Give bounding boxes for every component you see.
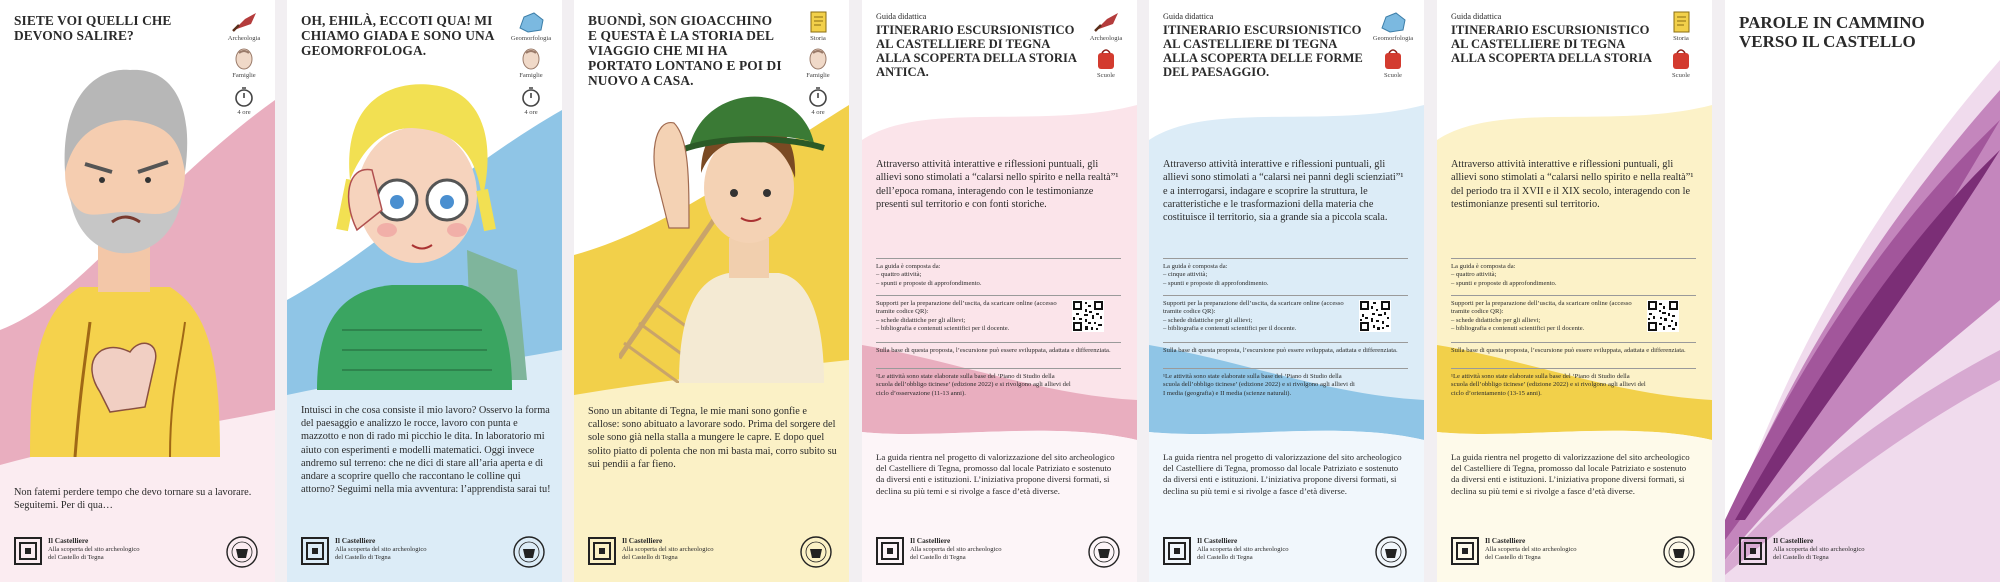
footer-line2: del Castello di Tegna [335,554,391,562]
footer-line1: Alla scoperta del sito archeologico [48,545,140,553]
footer [876,536,1126,570]
tag-scuole: Scuole [1370,47,1416,80]
guide-adaptation: Sulla base di questa proposta, l’escursione può essere sviluppata, adattata e differenziata. [1163,347,1398,354]
family-icon [229,47,259,71]
footnote: ¹Le attività sono state elaborate sulla base del ‘Piano di Studio della scuola dell’obbligo ticinese’ (edizione 2022) e si rivolgono agli allievi di I media (geografia) e II media (scienze naturali). [1163,373,1355,397]
castelliere-logo-icon [14,537,42,565]
footer-line2: del Castello di Tegna [1485,554,1541,562]
tag-durata: 4 ore [795,84,841,117]
tag-geomorfologia: Geomorfologia [1370,10,1416,43]
footer [1451,536,1701,570]
patriziato-seal-icon [226,536,258,568]
project-description: La guida rientra nel progetto di valorizzazione del sito archeologico del Castelliere di Tegna, promosso dal locale Patriziato e sostenuto da diversi enti e istituzioni. L’iniziativa propone diversi formati, si declina su più temi e si rivolge a fasce d’età diverse. [876,452,1115,496]
family-icon [803,47,833,71]
footer-name: Il Castelliere [48,536,89,545]
tag-archeologia: Archeologia [221,10,267,43]
footer [1739,536,1989,570]
tag-column [508,10,554,121]
tag-storia: Storia [1658,10,1704,43]
castelliere-logo-icon [1451,537,1479,565]
tag-durata: 4 ore [221,84,267,117]
panel-kicker: Guida didattica [1451,12,1502,21]
panel-title: OH, EHILÀ, ECCOTI QUA! MI CHIAMO GIADA E SONO UNA GEOMORFOLOGA. [301,13,494,58]
patriziato-seal-icon [1088,536,1120,568]
footer-line2: del Castello di Tegna [48,554,104,562]
panel-guida-archeologia [862,0,1137,582]
panel-title: BUONDÌ, SON GIOACCHINO E QUESTA È LA STORIA DEL VIAGGIO CHE MI HA PORTATO LONTANO E POI DI NUOVO A CASA. [588,13,782,88]
guide-support: Supporti per la preparazione dell’uscita, da scaricare online (accesso tramite codice QR): – schede didattiche per gli allievi; – bibliografia e contenuti scientifici per il docente. [1451,300,1632,333]
guide-composition: La guida è composta da: – quattro attività; – spunti e proposte di approfondimento. [876,263,982,287]
cover-title: PAROLE IN CAMMINO VERSO IL CASTELLO [1739,13,1925,51]
panel-guida-geomorfologia [1149,0,1424,582]
cover-wave-graphic [1725,0,2000,582]
tag-column [1370,10,1416,84]
castelliere-logo-icon [876,537,904,565]
footer-name: Il Castelliere [1485,536,1526,545]
panel-guida-storia [1437,0,1712,582]
tag-column [1658,10,1704,84]
footer-line1: Alla scoperta del sito archeologico [910,545,1002,553]
panel-geomorfologia-famiglie [287,0,562,582]
footer-line1: Alla scoperta del sito archeologico [1485,545,1577,553]
footer-line2: del Castello di Tegna [1773,554,1829,562]
rock-icon [1378,10,1408,34]
guide-composition: La guida è composta da: – cinque attività; – spunti e proposte di approfondimento. [1163,263,1269,287]
patriziato-seal-icon [1375,536,1407,568]
stopwatch-icon [516,84,546,108]
farmer-illustration [619,78,829,383]
stopwatch-icon [229,84,259,108]
trowel-icon [1091,10,1121,34]
panel-title: ITINERARIO ESCURSIONISTICO AL CASTELLIERE DI TEGNA ALLA SCOPERTA DELLE FORME DEL PAESAGGIO. [1163,23,1363,79]
footer-name: Il Castelliere [335,536,376,545]
footer [1163,536,1413,570]
castelliere-logo-icon [588,537,616,565]
footer-line1: Alla scoperta del sito archeologico [1197,545,1289,553]
footer-line1: Alla scoperta del sito archeologico [622,545,714,553]
tag-column [795,10,841,121]
tag-scuole: Scuole [1658,47,1704,80]
panel-story: Intuisci in che cosa consiste il mio lavoro? Osservo la forma del paesaggio e analizzo le rocce, lavoro con punta e mazzotto e non di rado mi picchio le dita. In laboratorio mi aiuto con esperimenti e modelli matematici. Oggi invece andremo sul terreno: che ne dici di stare all’aria aperta e di andare a scoprire quello che raccontano le colline qui attorno? Seguimi nella mia avventura: l’apprendista sarai tu! [301,405,551,496]
tag-famiglie: Famiglie [221,47,267,80]
guide-composition: La guida è composta da: – quattro attività; – spunti e proposte di approfondimento. [1451,263,1557,287]
footer-line2: del Castello di Tegna [1197,554,1253,562]
qr-code[interactable] [1647,300,1679,332]
qr-code[interactable] [1072,300,1104,332]
panel-kicker: Guida didattica [1163,12,1214,21]
patriziato-seal-icon [1663,536,1695,568]
tag-durata: 4 ore [508,84,554,117]
geologist-illustration [302,80,532,400]
footer-name: Il Castelliere [910,536,951,545]
footer-line2: del Castello di Tegna [622,554,678,562]
panel-title: ITINERARIO ESCURSIONISTICO AL CASTELLIERE DI TEGNA ALLA SCOPERTA DELLA STORIA ANTICA. [876,23,1077,79]
castelliere-logo-icon [301,537,329,565]
panel-intro: Attraverso attività interattive e riflessioni puntuali, gli allievi sono stimolati a “calarsi nei panni degli scienziati”¹ e a interrogarsi, indagare e scoprire la struttura, le caratteristiche e le trasformazioni della materia che costituisce il territorio, sia a grande sia a piccola scala. [1163,159,1404,224]
guide-adaptation: Sulla base di questa proposta, l’escursione può essere sviluppata, adattata e differenziata. [876,347,1111,354]
footer-line1: Alla scoperta del sito archeologico [335,545,427,553]
panel-storia-famiglie [574,0,849,582]
tag-famiglie: Famiglie [795,47,841,80]
panel-story: Non fatemi perdere tempo che devo tornare su a lavorare. Seguitemi. Per di qua… [14,487,252,512]
tag-archeologia: Archeologia [1083,10,1129,43]
panel-title: ITINERARIO ESCURSIONISTICO AL CASTELLIERE DI TEGNA ALLA SCOPERTA DELLA STORIA [1451,23,1653,65]
panel-archeologia-famiglie [0,0,275,582]
tag-storia: Storia [795,10,841,43]
footnote: ¹Le attività sono state elaborate sulla base del ‘Piano di Studio della scuola dell’obbligo ticinese’ (edizione 2022) e si rivolgono agli allievi del ciclo d’orientamento (13-15 anni). [1451,373,1646,397]
footer-name: Il Castelliere [622,536,663,545]
tag-geomorfologia: Geomorfologia [508,10,554,43]
footer [301,536,551,570]
footer-name: Il Castelliere [1197,536,1238,545]
tag-column [1083,10,1129,84]
guide-support: Supporti per la preparazione dell’uscita, da scaricare online (accesso tramite codice QR): – schede didattiche per gli allievi; – bibliografia e contenuti scientifici per il docente. [1163,300,1344,333]
panel-intro: Attraverso attività interattive e riflessioni puntuali, gli allievi sono stimolati a “calarsi nello spirito e nella realtà”¹ del periodo tra il XVII e il XIX secolo, interagendo con le testimonianze presenti sul territorio. [1451,159,1694,210]
panel-title: SIETE VOI QUELLI CHE DEVONO SALIRE? [14,13,172,43]
rock-icon [516,10,546,34]
patriziato-seal-icon [513,536,545,568]
qr-code[interactable] [1359,300,1391,332]
project-description: La guida rientra nel progetto di valorizzazione del sito archeologico del Castelliere di Tegna, promosso dal locale Patriziato e sostenuto da diversi enti e istituzioni. L’iniziativa propone diversi formati, si declina su più temi e si rivolge a fasce d’età diverse. [1163,452,1402,496]
guide-adaptation: Sulla base di questa proposta, l’escursione può essere sviluppata, adattata e differenziata. [1451,347,1686,354]
tag-scuole: Scuole [1083,47,1129,80]
footer [588,536,838,570]
footnote: ¹Le attività sono state elaborate sulla base del ‘Piano di Studio della scuola dell’obbligo ticinese’ (edizione 2022) e si rivolgono agli allievi del ciclo d’osservazione (11-13 anni). [876,373,1071,397]
footer-name: Il Castelliere [1773,536,1814,545]
castelliere-logo-icon [1163,537,1191,565]
guide-support: Supporti per la preparazione dell’uscita, da scaricare online (accesso tramite codice QR): – schede didattiche per gli allievi; – bibliografia e contenuti scientifici per il docente. [876,300,1057,333]
school-bag-icon [1091,47,1121,71]
project-description: La guida rientra nel progetto di valorizzazione del sito archeologico del Castelliere di Tegna, promosso dal locale Patriziato e sostenuto da diversi enti e istituzioni. L’iniziativa propone diversi formati, si declina su più temi e si rivolge a fasce d’età diverse. [1451,452,1690,496]
footer-line1: Alla scoperta del sito archeologico [1773,545,1865,553]
castelliere-logo-icon [1739,537,1767,565]
panel-cover [1725,0,2000,582]
tag-famiglie: Famiglie [508,47,554,80]
footer-line2: del Castello di Tegna [910,554,966,562]
family-icon [516,47,546,71]
footer [14,536,264,570]
tag-column [221,10,267,121]
school-bag-icon [1666,47,1696,71]
panel-kicker: Guida didattica [876,12,927,21]
trowel-icon [229,10,259,34]
scroll-document-icon [1666,10,1696,34]
craftsman-illustration [20,62,230,457]
panel-story: Sono un abitante di Tegna, le mie mani sono gonfie e callose: sono abituato a lavorare sodo. Prima del sorgere del sole sono già nella stalla a mungere le capre. E dopo quel solito piatto di polenta che non mi basta mai, corro subito su sui pendii a far fieno. [588,406,837,470]
panel-intro: Attraverso attività interattive e riflessioni puntuali, gli allievi sono stimolati a “calarsi nello spirito e nella realtà”¹ dell’epoca romana, interagendo con le testimonianze presenti sul territorio e con fonti storiche. [876,159,1119,210]
patriziato-seal-icon [800,536,832,568]
scroll-document-icon [803,10,833,34]
school-bag-icon [1378,47,1408,71]
stopwatch-icon [803,84,833,108]
